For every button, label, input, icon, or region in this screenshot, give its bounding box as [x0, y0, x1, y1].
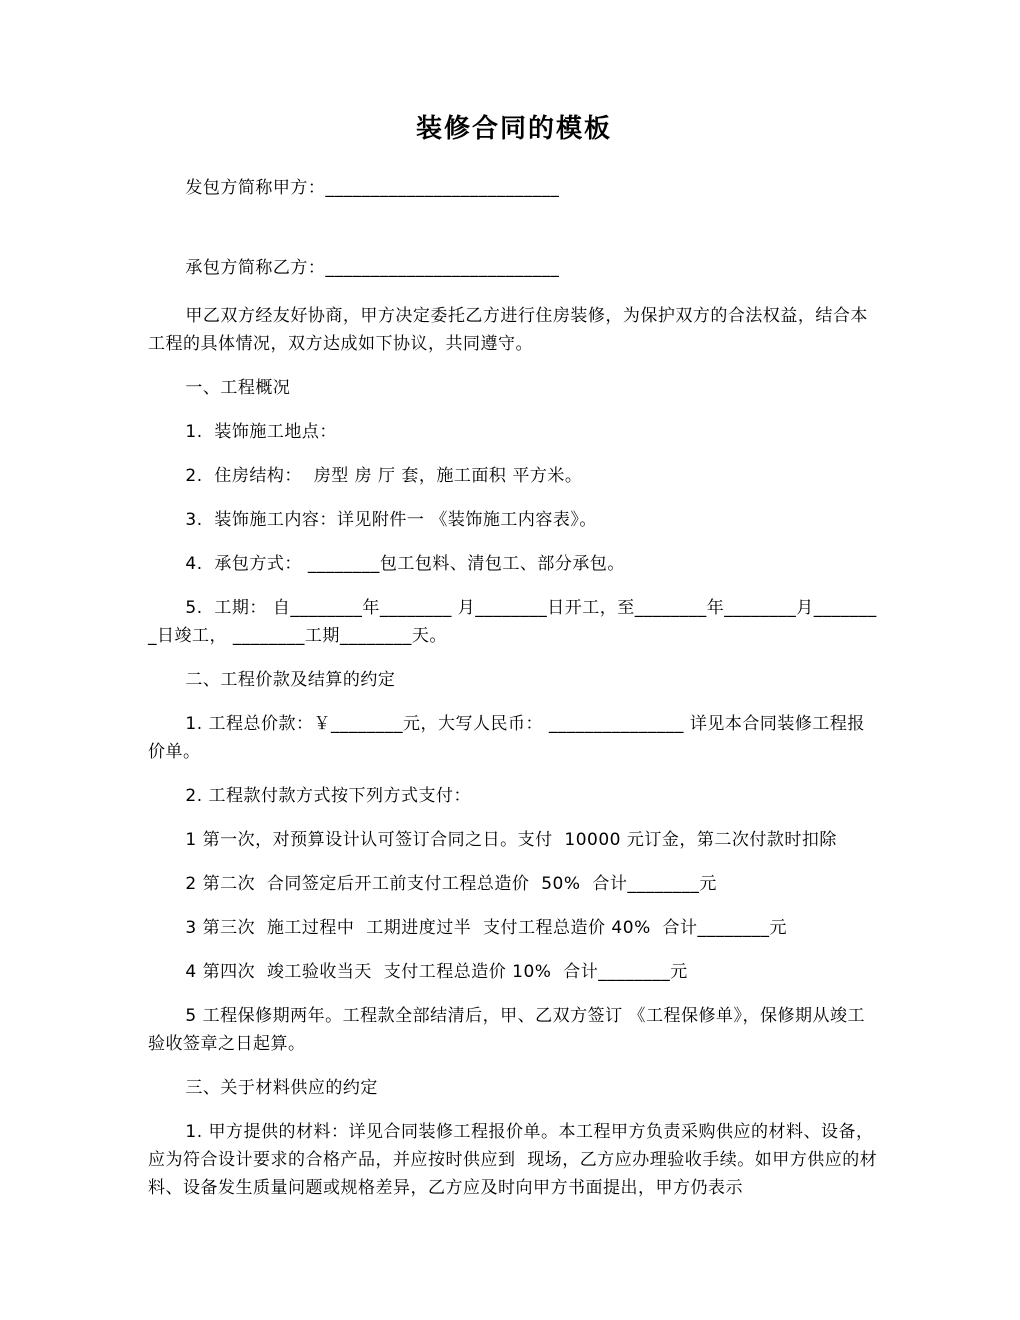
- payment-4: 4 第四次 竣工验收当天 支付工程总造价 10% 合计________元: [185, 962, 688, 982]
- section-1-item-3: 3. 装饰施工内容：详见附件一 《装饰施工内容表》。: [185, 510, 597, 530]
- section-2-heading: 二、工程价款及结算的约定: [185, 670, 396, 690]
- section-3-heading: 三、关于材料供应的约定: [185, 1078, 378, 1098]
- payment-2: 2 第二次 合同签定后开工前支付工程总造价 50% 合计________元: [185, 874, 717, 894]
- party-a-line: 发包方简称甲方：__________________________: [185, 178, 560, 198]
- section-1-item-5: 5. 工期： 自________年________ 月________日开工，至________年________月________日竣工， ________工期________天。: [148, 598, 877, 646]
- section-1-item-2: 2. 住房结构： 房型 房 厅 套，施工面积 平方米。: [185, 466, 583, 486]
- payment-5-warranty: 5 工程保修期两年。工程款全部结清后，甲、乙双方签订 《工程保修单》，保修期从竣工验收签章之日起算。: [148, 1006, 866, 1054]
- document-title: 装修合同的模板: [415, 114, 612, 144]
- section-3-item-1: 1. 甲方提供的材料：详见合同装修工程报价单。本工程甲方负责采购供应的材料、设备，应为符合设计要求的合格产品，并应按时供应到 现场，乙方应办理验收手续。如甲方供应的材料、设备发生质量问题或规格差异，乙方应及时向甲方书面提出，甲方仍表示: [148, 1122, 878, 1198]
- section-2-item-1: 1. 工程总价款：￥________元，大写人民币： _______________ 详见本合同装修工程报价单。: [148, 714, 865, 762]
- payment-1: 1 第一次，对预算设计认可签订合同之日。支付 10000 元订金，第二次付款时扣除: [185, 830, 837, 850]
- section-2-item-2: 2. 工程款付款方式按下列方式支付：: [185, 786, 472, 806]
- section-1-heading: 一、工程概况: [185, 378, 291, 398]
- party-b-line: 承包方简称乙方：__________________________: [185, 258, 560, 278]
- section-1-item-4: 4. 承包方式： ________包工包料、清包工、部分承包。: [185, 554, 625, 574]
- section-1-item-1: 1. 装饰施工地点：: [185, 422, 337, 442]
- payment-3: 3 第三次 施工过程中 工期进度过半 支付工程总造价 40% 合计________元: [185, 918, 788, 938]
- intro-paragraph: 甲乙双方经友好协商，甲方决定委托乙方进行住房装修，为保护双方的合法权益，结合本工程的具体情况，双方达成如下协议，共同遵守。: [148, 306, 868, 354]
